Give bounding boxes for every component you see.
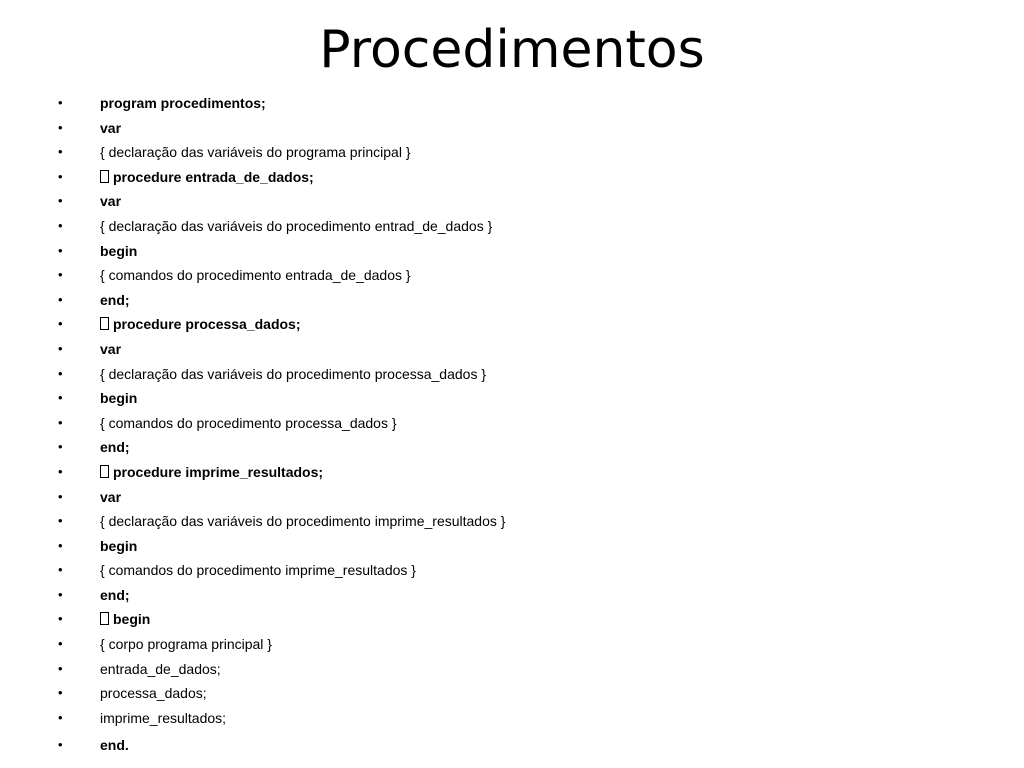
bullet-dot: • bbox=[58, 513, 63, 529]
bullet-dot: • bbox=[58, 537, 63, 553]
bullet-dot: • bbox=[58, 660, 63, 676]
bullet-dot: • bbox=[58, 95, 63, 110]
list-item bbox=[0, 239, 1024, 264]
bullet-dot: • bbox=[58, 562, 63, 578]
bullet-dot: • bbox=[58, 463, 63, 479]
code-line-text: { corpo programa principal } bbox=[100, 636, 272, 653]
code-line-text: imprime_resultados; bbox=[100, 709, 227, 726]
code-line-text: end; bbox=[100, 439, 130, 456]
code-line-text: { declaração das variáveis do programa principal } bbox=[100, 144, 411, 161]
code-line-text: processa_dados; bbox=[100, 685, 207, 702]
code-line bbox=[100, 509, 505, 534]
bullet-dot: • bbox=[58, 709, 63, 725]
code-line bbox=[100, 337, 121, 362]
bullet-dot: • bbox=[58, 390, 63, 406]
list-item bbox=[0, 435, 1024, 460]
list-item bbox=[0, 411, 1024, 436]
code-line-text: { declaração das variáveis do procedimento imprime_resultados } bbox=[100, 513, 506, 530]
code-line bbox=[100, 288, 130, 313]
missing-glyph-icon bbox=[100, 170, 109, 183]
code-line bbox=[100, 730, 129, 760]
list-item bbox=[0, 312, 1024, 337]
bullet-dot: • bbox=[58, 737, 63, 753]
bullet-dot: • bbox=[58, 291, 63, 307]
code-line bbox=[100, 362, 486, 387]
bullet-dot: • bbox=[58, 193, 63, 209]
bullet-dot: • bbox=[58, 636, 63, 652]
bullet-dot: • bbox=[58, 119, 63, 135]
code-line bbox=[100, 460, 323, 485]
list-item bbox=[0, 165, 1024, 190]
code-line-text: begin bbox=[100, 242, 138, 259]
code-line-text: procedure imprime_resultados; bbox=[113, 463, 324, 480]
list-item bbox=[0, 534, 1024, 559]
list-item bbox=[0, 460, 1024, 485]
bullet-dot: • bbox=[58, 611, 63, 627]
code-line bbox=[100, 435, 130, 460]
code-line-text: entrada_de_dados; bbox=[100, 660, 221, 677]
list-item bbox=[0, 485, 1024, 510]
list-item bbox=[0, 558, 1024, 583]
code-line-text: begin bbox=[113, 611, 151, 628]
code-line-text: end; bbox=[100, 291, 130, 308]
bullet-dot: • bbox=[58, 685, 63, 701]
code-line-text: procedure entrada_de_dados; bbox=[113, 168, 314, 185]
code-line-text: { comandos do procedimento entrada_de_dados } bbox=[100, 267, 411, 284]
list-item bbox=[0, 681, 1024, 706]
list-item bbox=[0, 730, 1024, 760]
bullet-dot: • bbox=[58, 488, 63, 504]
code-line bbox=[100, 189, 121, 214]
code-line-text: { comandos do procedimento processa_dados } bbox=[100, 414, 397, 431]
list-item bbox=[0, 91, 1024, 116]
code-line-text: end. bbox=[100, 737, 129, 754]
list-item bbox=[0, 140, 1024, 165]
code-line bbox=[100, 239, 137, 264]
code-line-text: procedure processa_dados; bbox=[113, 316, 301, 333]
code-line-text: var bbox=[100, 488, 122, 505]
code-line bbox=[100, 312, 301, 337]
code-line bbox=[100, 558, 416, 583]
code-line bbox=[100, 607, 150, 632]
bullet-dot: • bbox=[58, 316, 63, 332]
bullet-dot: • bbox=[58, 168, 63, 184]
code-line bbox=[100, 534, 137, 559]
code-line bbox=[100, 706, 226, 731]
bullet-dot: • bbox=[58, 267, 63, 283]
code-line-text: program procedimentos; bbox=[100, 95, 266, 111]
list-item bbox=[0, 337, 1024, 362]
bullet-dot: • bbox=[58, 586, 63, 602]
bullet-dot: • bbox=[58, 439, 63, 455]
list-item bbox=[0, 214, 1024, 239]
code-line bbox=[100, 681, 207, 706]
code-line-text: { comandos do procedimento imprime_resultados } bbox=[100, 562, 416, 579]
slide-title: Procedimentos bbox=[319, 20, 705, 80]
list-item bbox=[0, 607, 1024, 632]
list-item bbox=[0, 509, 1024, 534]
bullet-dot: • bbox=[58, 340, 63, 356]
bullet-dot: • bbox=[58, 217, 63, 233]
list-item bbox=[0, 116, 1024, 141]
code-line-text: var bbox=[100, 193, 122, 210]
list-item bbox=[0, 583, 1024, 608]
bullet-dot: • bbox=[58, 414, 63, 430]
list-item bbox=[0, 706, 1024, 731]
code-line-text: var bbox=[100, 340, 122, 357]
code-line bbox=[100, 116, 121, 141]
missing-glyph-icon bbox=[100, 317, 109, 330]
list-item bbox=[0, 386, 1024, 411]
bullet-dot: • bbox=[58, 144, 63, 160]
code-line bbox=[100, 386, 137, 411]
list-item bbox=[0, 189, 1024, 214]
code-line bbox=[100, 657, 221, 682]
missing-glyph-icon bbox=[100, 612, 109, 625]
code-line bbox=[100, 214, 492, 239]
code-line bbox=[100, 263, 411, 288]
code-line-text: begin bbox=[100, 537, 138, 554]
code-line-text: begin bbox=[100, 390, 138, 407]
list-item bbox=[0, 362, 1024, 387]
code-line bbox=[100, 165, 314, 190]
bullet-dot: • bbox=[58, 242, 63, 258]
list-item bbox=[0, 632, 1024, 657]
code-line bbox=[100, 583, 130, 608]
code-line bbox=[100, 632, 272, 657]
bullet-dot: • bbox=[58, 365, 63, 381]
code-line-text: { declaração das variáveis do procedimento processa_dados } bbox=[100, 365, 487, 382]
code-line bbox=[100, 91, 266, 116]
list-item bbox=[0, 288, 1024, 313]
list-item bbox=[0, 657, 1024, 682]
bullet-list bbox=[0, 91, 1024, 760]
code-line bbox=[100, 485, 121, 510]
code-line bbox=[100, 411, 397, 436]
code-line-text: var bbox=[100, 119, 122, 136]
missing-glyph-icon bbox=[100, 465, 109, 478]
code-line-text: { declaração das variáveis do procedimento entrad_de_dados } bbox=[100, 217, 493, 234]
code-line-text: end; bbox=[100, 586, 130, 603]
list-item bbox=[0, 263, 1024, 288]
code-line bbox=[100, 140, 411, 165]
